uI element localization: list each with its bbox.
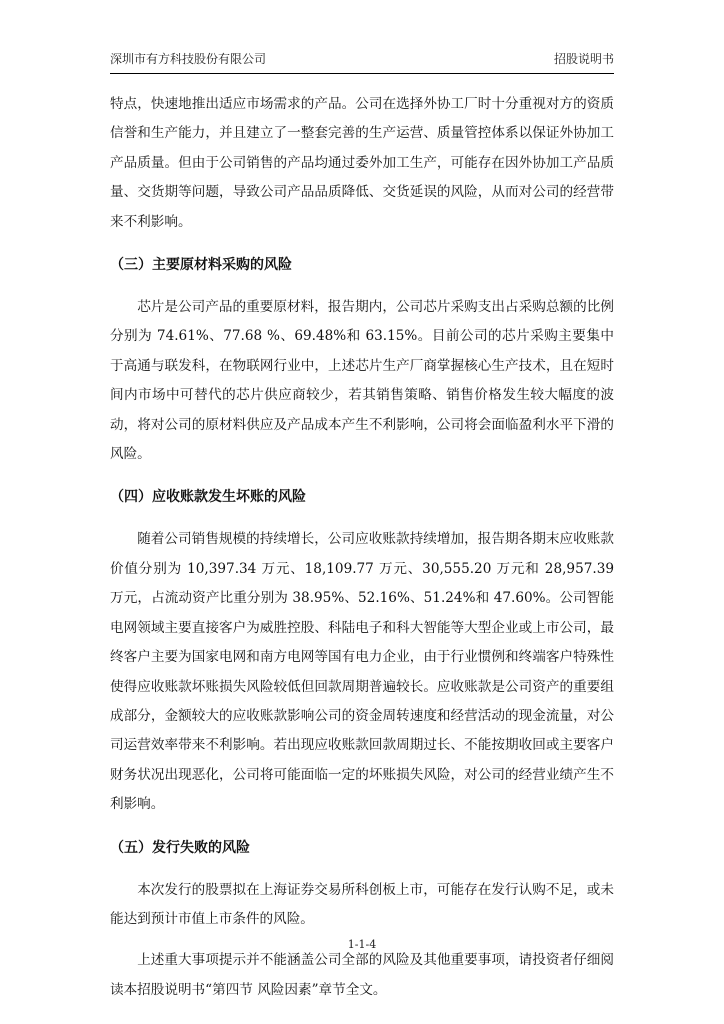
header-document-type: 招股说明书 [553,52,614,66]
spacer [110,513,614,525]
document-body [110,90,614,1005]
section-heading-receivables: （四）应收账款发生坏账的风险 [110,489,306,506]
raw-materials-paragraph: 芯片是公司产品的重要原材料，报告期内，公司芯片采购支出占采购总额的比例分别为 74.61%、77.68 %、69.48%和 63.15%。目前公司的芯片采购主要集中于高通与联发科，在物联网行业中，上述芯片生产厂商掌握核心生产技术，且在短时间内市场中可替代的芯片供应商较少，若其销售策略、销售价格发生较大幅度的波动，将对公司的原材料供应及产品成本产生不利影响，公司将会面临盈利水平下滑的风险。 [110,299,614,463]
spacer [110,820,614,832]
section-heading-raw-materials: （三）主要原材料采购的风险 [110,257,292,274]
issuance-paragraph: 本次发行的股票拟在上海证券交易所科创板上市，可能存在发行认购不足，或未能达到预计市值上市条件的风险。 [110,881,614,927]
page-header [110,50,614,70]
spacer [110,469,614,481]
spacer [110,281,614,293]
intro-paragraph: 特点，快速地推出适应市场需求的产品。公司在选择外协工厂时十分重视对方的资质信誉和生产能力，并且建立了一整套完善的生产运营、质量管控体系以保证外协加工产品质量。但由于公司销售的产品均通过委外加工生产，可能存在因外协加工产品质量、交货期等问题，导致公司产品品质降低、交货延误的风险，从而对公司的经营带来不利影响。 [110,96,614,230]
spacer [110,864,614,876]
spacer [110,237,614,249]
section-heading-issuance: （五）发行失败的风险 [110,839,250,856]
header-company-name: 深圳市有方科技股份有限公司 [110,52,267,66]
receivables-paragraph: 随着公司销售规模的持续增长，公司应收账款持续增加，报告期各期末应收账款价值分别为 10,397.34 万元、18,109.77 万元、30,555.20 万元和 28,957.39 万元，占流动资产比重分别为 38.95%、52.16%、51.24%和 47.60%。公司智能电网领域主要直接客户为威胜控股、科陆电子和科大智能等大型企业或上市公司，最终客户主要为国家电网和南方电网等国有电力企业，由于行业惯例和终端客户特殊性使得应收账款坏账损失风险较低但回款周期普遍较长。应收账款是公司资产的重要组成部分，金额较大的应收账款影响公司的资金周转速度和经营活动的现金流量，对公司运营效率带来不利影响。若出现应收账款回款周期过长、不能按期收回或主要客户财务状况出现恶化，公司将可能面临一定的坏账损失风险，对公司的经营业绩产生不利影响。 [110,531,614,813]
closing-paragraph: 上述重大事项提示并不能涵盖公司全部的风险及其他重要事项，请投资者仔细阅读本招股说明书“第四节 风险因素”章节全文。 [110,952,614,998]
page-number: 1-1-4 [347,938,377,951]
header-rule [110,73,614,74]
